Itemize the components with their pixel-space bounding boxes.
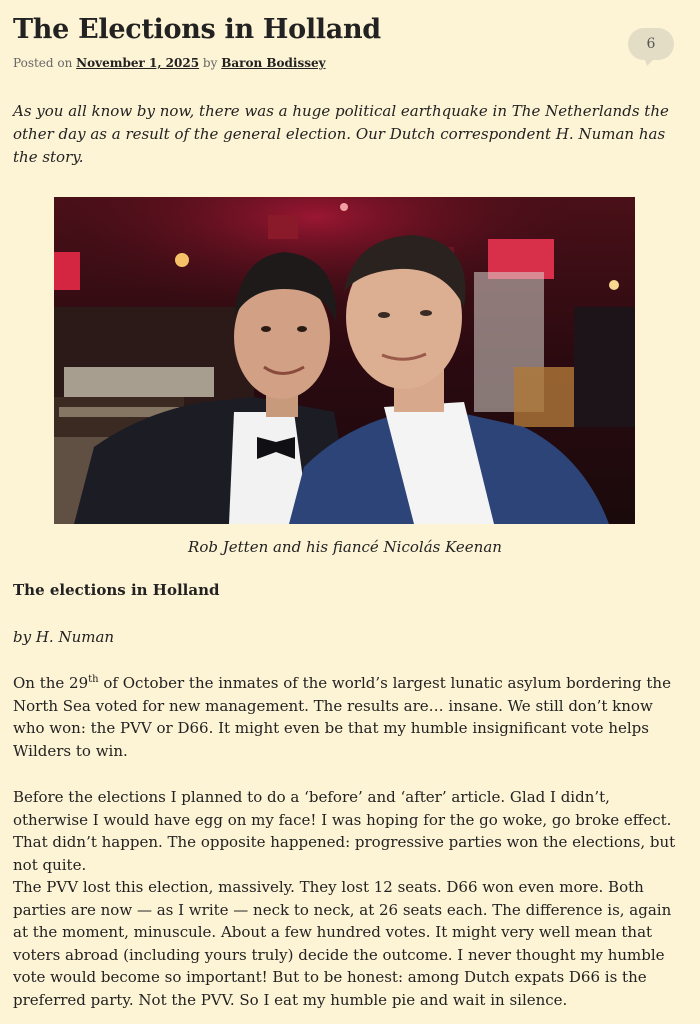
posted-on-label: Posted on bbox=[13, 56, 73, 70]
photo-of-two-men-selfie-icon bbox=[54, 197, 635, 524]
intro-paragraph: As you all know by now, there was a huge political earthquake in The Netherlands the other day as a result of the general election. Our Dutch correspondent H. Numan has the story. bbox=[13, 102, 669, 166]
paragraph-1-text-end: of October the inmates of the world’s largest lunatic asylum bordering the North Sea voted for new management. The results are… insane. We still don’t know who won: the PVV or D66. It might even be that my humble insignificant vote helps Wilders to win. bbox=[13, 674, 671, 760]
comment-count-bubble[interactable] bbox=[628, 28, 674, 60]
body-paragraph-1 bbox=[13, 672, 689, 762]
comment-count[interactable]: 6 bbox=[628, 28, 674, 60]
by-label: by bbox=[202, 56, 218, 70]
photo-caption: Rob Jetten and his fiancé Nicolás Keenan bbox=[188, 538, 502, 556]
post-date-link[interactable]: November 1, 2025 bbox=[76, 56, 200, 70]
post-photo bbox=[54, 197, 635, 524]
post-meta bbox=[13, 56, 326, 70]
body-paragraph-2: Before the elections I planned to do a ‘before’ and ‘after’ article. Glad I didn’t, otherwise I would have egg on my face! I was hoping for the go woke, go broke effect. That didn’t happen. The opposite happened: progressive parties won the elections, but not quite. bbox=[13, 788, 676, 874]
paragraph-1-text-start: On the 29 bbox=[13, 674, 89, 692]
article-subheading: The elections in Holland bbox=[13, 581, 220, 599]
article-byline: by H. Numan bbox=[13, 628, 115, 646]
body-paragraph-3: The PVV lost this election, massively. They lost 12 seats. D66 won even more. Both parties are now — as I write — neck to neck, at 26 seats each. The difference is, again at the moment, minuscule. About a few hundred votes. It might very well mean that voters abroad (including yours truly) decide the outcome. I never thought my humble vote would become so important! But to be honest: among Dutch expats D66 is the preferred party. Not the PVV. So I eat my humble pie and wait in silence. bbox=[13, 878, 672, 1009]
author-link[interactable]: Baron Bodissey bbox=[221, 56, 326, 70]
post-title: The Elections in Holland bbox=[13, 14, 381, 45]
ordinal-suffix: th bbox=[88, 674, 99, 685]
